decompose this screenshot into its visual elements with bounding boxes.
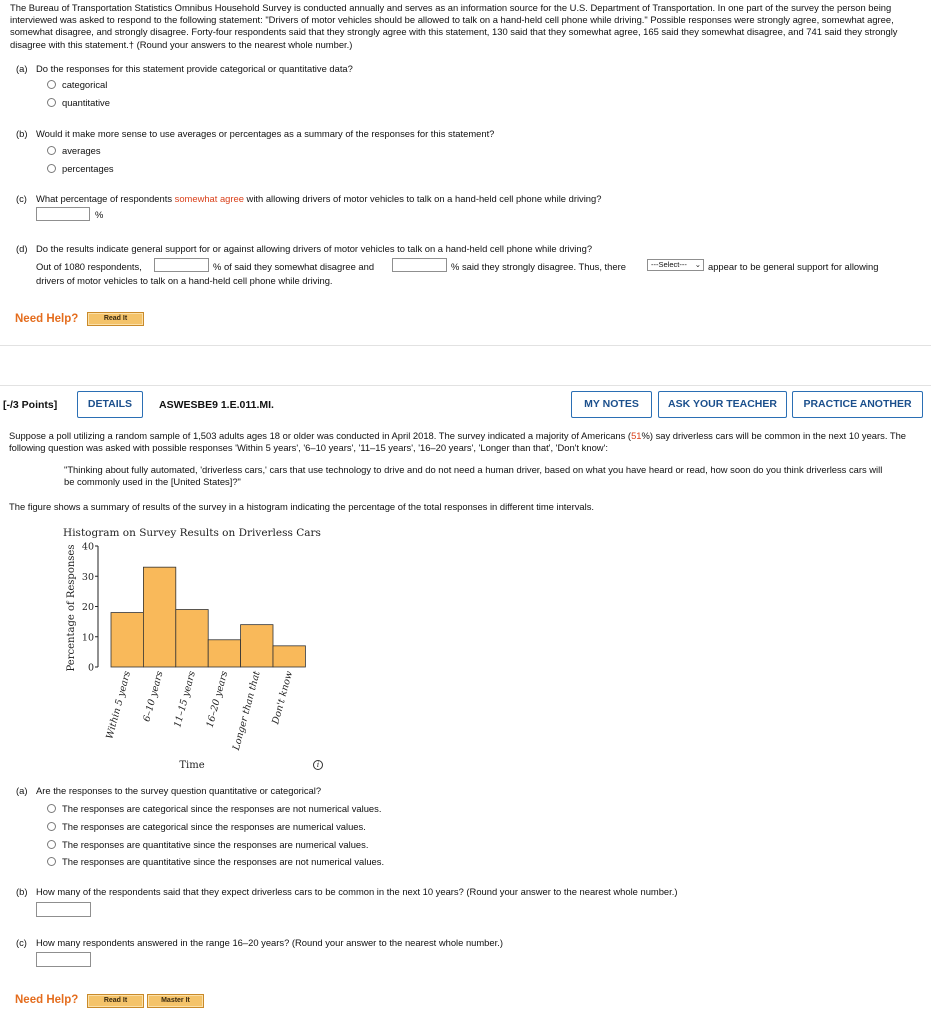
x-category-label: 11–15 years bbox=[172, 669, 198, 729]
support-select[interactable] bbox=[647, 259, 704, 271]
master-it-button[interactable]: Master It bbox=[147, 994, 204, 1008]
option-label: The responses are quantitative since the responses are not numerical values. bbox=[62, 856, 385, 867]
option-label: quantitative bbox=[62, 97, 110, 108]
chevron-down-icon: ⌄ bbox=[694, 260, 701, 269]
radio-button[interactable] bbox=[47, 804, 56, 813]
radio-button[interactable] bbox=[47, 80, 56, 89]
option-label: percentages bbox=[62, 163, 114, 174]
radio-button[interactable] bbox=[47, 164, 56, 173]
problem2-intro: Suppose a poll utilizing a random sample of 1,503 adults ages 18 or older was conducted in April 2018. The survey indicated a majority of Americans (51%) say driverless cars will be common in the next 10 years. The following question was asked with possible responses 'Within 5 years', '6–10 years', '11–15 years', '16–20 years', 'Longer than that', 'Don't know': bbox=[9, 430, 907, 453]
points-label: [-/3 Points] bbox=[3, 399, 58, 411]
histogram-chart bbox=[60, 520, 330, 778]
part-d-text-1: Out of 1080 respondents, bbox=[36, 261, 142, 272]
x-category-label: Longer than that bbox=[230, 669, 263, 752]
option-percentages[interactable] bbox=[47, 163, 114, 174]
read-it-button[interactable]: Read It bbox=[87, 312, 144, 326]
need-help-label: Need Help? bbox=[15, 994, 79, 1006]
y-tick-label: 0 bbox=[87, 662, 94, 674]
option-label: categorical bbox=[62, 79, 108, 90]
y-tick-label: 10 bbox=[81, 632, 94, 644]
part-a-question: Are the responses to the survey question quantitative or categorical? bbox=[36, 785, 322, 796]
strongly-disagree-percent-input[interactable] bbox=[392, 258, 447, 272]
radio-button[interactable] bbox=[47, 146, 56, 155]
histogram-bar bbox=[143, 567, 175, 667]
part-d-question: Do the results indicate general support for or against allowing drivers of motor vehicles to talk on a hand-held cell phone while driving? bbox=[36, 243, 593, 254]
histogram-bar bbox=[208, 640, 240, 667]
part-a-label: (a) bbox=[16, 785, 28, 796]
highlight-text: somewhat agree bbox=[174, 193, 244, 204]
select-value: ---Select--- bbox=[651, 260, 687, 269]
divider bbox=[0, 345, 931, 346]
part-d-text-2: % of said they somewhat disagree and bbox=[213, 261, 375, 272]
option-categorical-not-numerical[interactable] bbox=[47, 803, 381, 814]
part-a-question: Do the responses for this statement provide categorical or quantitative data? bbox=[36, 63, 353, 74]
ask-your-teacher-button[interactable]: ASK YOUR TEACHER bbox=[658, 391, 787, 418]
option-quantitative-not-numerical[interactable] bbox=[47, 856, 384, 867]
part-d-text-5: drivers of motor vehicles to talk on a hand-held cell phone while driving. bbox=[36, 275, 333, 286]
option-label: The responses are categorical since the responses are not numerical values. bbox=[62, 803, 382, 814]
part-d-text-3: % said they strongly disagree. Thus, there bbox=[451, 261, 626, 272]
part-c-question: How many respondents answered in the range 16–20 years? (Round your answer to the nearest whole number.) bbox=[36, 937, 503, 948]
my-notes-button[interactable]: MY NOTES bbox=[571, 391, 652, 418]
part-d-label: (d) bbox=[16, 243, 28, 254]
part-b-question: How many of the respondents said that they expect driverless cars to be common in the next 10 years? (Round your answer to the nearest whole number.) bbox=[36, 886, 678, 897]
range-16-20-count-input[interactable] bbox=[36, 952, 91, 967]
x-category-label: 16–20 years bbox=[204, 669, 231, 729]
part-c-label: (c) bbox=[16, 937, 27, 948]
part-a-label: (a) bbox=[16, 63, 28, 74]
part-c-label: (c) bbox=[16, 193, 27, 204]
option-averages[interactable] bbox=[47, 145, 101, 156]
somewhat-disagree-percent-input[interactable] bbox=[154, 258, 209, 272]
y-tick-label: 30 bbox=[81, 571, 94, 583]
next-10-years-count-input[interactable] bbox=[36, 902, 91, 917]
somewhat-agree-percent-input[interactable] bbox=[36, 207, 90, 221]
y-tick-label: 20 bbox=[81, 602, 94, 613]
radio-button[interactable] bbox=[47, 822, 56, 831]
part-c-question: What percentage of respondents somewhat agree with allowing drivers of motor vehicles to talk on a hand-held cell phone while driving? bbox=[36, 193, 602, 204]
divider bbox=[0, 385, 931, 386]
histogram-bar bbox=[111, 613, 143, 667]
option-label: The responses are quantitative since the responses are numerical values. bbox=[62, 839, 369, 850]
part-b-label: (b) bbox=[16, 886, 28, 897]
highlight-percent: 51 bbox=[631, 430, 642, 441]
info-icon[interactable]: i bbox=[313, 760, 323, 770]
survey-quote: "Thinking about fully automated, 'driverless cars,' cars that use technology to drive and do not need a human driver, based on what you have heard or read, how soon do you think driverless cars will be commonly used in the [United States]?" bbox=[64, 464, 883, 487]
histogram-bar bbox=[273, 646, 305, 667]
option-categorical-numerical[interactable] bbox=[47, 821, 366, 832]
option-quantitative-numerical[interactable] bbox=[47, 839, 368, 850]
radio-button[interactable] bbox=[47, 857, 56, 866]
x-category-label: Within 5 years bbox=[104, 669, 134, 741]
problem1-intro: The Bureau of Transportation Statistics Omnibus Household Survey is conducted annually and serves as an information source for the U.S. Department of Transportation. In one part of the survey the person being interviewed was asked to respond to the following statement: "Drivers of motor vehicles should be allowed to talk on a hand-held cell phone while driving." Possible responses were strongly agree, somewhat agree, somewhat disagree, and strongly disagree. Forty-four respondents said that they strongly agree with this statement, 130 said that they somewhat agree, 165 said they somewhat disagree, and 741 said they strongly disagree with this statement.† (Round your answers to the nearest whole number.) bbox=[10, 2, 898, 50]
option-label: The responses are categorical since the responses are numerical values. bbox=[62, 821, 366, 832]
part-d-text-4: appear to be general support for allowing bbox=[708, 261, 879, 272]
histogram-bar bbox=[241, 625, 273, 667]
percent-unit: % bbox=[95, 209, 104, 220]
figure-description: The figure shows a summary of results of the survey in a histogram indicating the percentage of the total responses in different time intervals. bbox=[9, 501, 595, 512]
option-quantitative[interactable] bbox=[47, 97, 110, 108]
part-b-question: Would it make more sense to use averages or percentages as a summary of the responses for this statement? bbox=[36, 128, 495, 139]
chart-title: Histogram on Survey Results on Driverless Cars bbox=[63, 527, 321, 539]
need-help-label: Need Help? bbox=[15, 313, 79, 325]
practice-another-button[interactable]: PRACTICE ANOTHER bbox=[792, 391, 923, 418]
radio-button[interactable] bbox=[47, 840, 56, 849]
read-it-button[interactable]: Read It bbox=[87, 994, 144, 1008]
x-category-label: 6–10 years bbox=[141, 669, 166, 723]
chart-ylabel: Percentage of Responses bbox=[66, 544, 77, 672]
details-button[interactable]: DETAILS bbox=[77, 391, 143, 418]
problem-code: ASWESBE9 1.E.011.MI. bbox=[159, 399, 274, 411]
radio-button[interactable] bbox=[47, 98, 56, 107]
option-categorical[interactable] bbox=[47, 79, 107, 90]
option-label: averages bbox=[62, 145, 101, 156]
x-category-label: Don't know bbox=[270, 669, 296, 726]
chart-xlabel: Time bbox=[179, 760, 205, 771]
histogram-bar bbox=[176, 610, 208, 667]
part-b-label: (b) bbox=[16, 128, 28, 139]
y-tick-label: 40 bbox=[81, 541, 94, 553]
